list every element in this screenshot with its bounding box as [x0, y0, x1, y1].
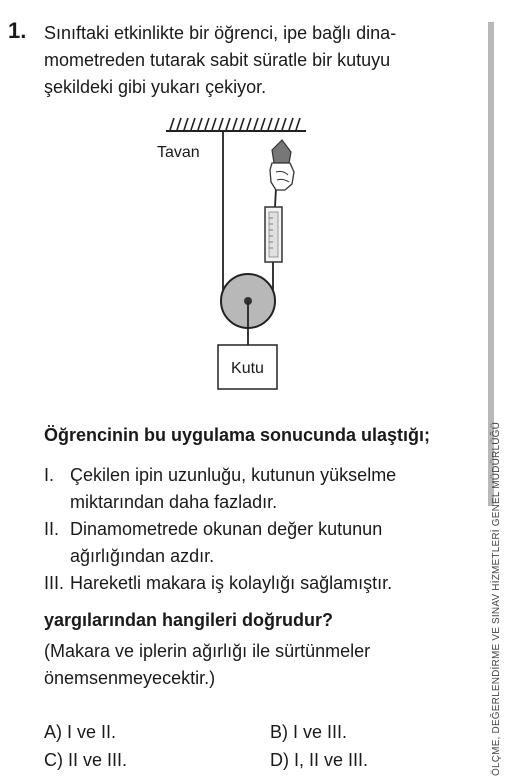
option-c[interactable]: C) II ve III.	[44, 750, 128, 770]
option-b[interactable]: B) I ve III.	[270, 722, 348, 742]
statement-line: ağırlığından azdır.	[70, 546, 215, 566]
option-d[interactable]: D) I, II ve III.	[270, 750, 369, 770]
question-prompt: yargılarından hangileri doğrudur?	[44, 610, 334, 630]
box-label: Kutu	[231, 360, 264, 377]
question-note	[44, 638, 370, 692]
lead-in: Öğrencinin bu uygulama sonucunda ulaştığı;	[44, 425, 431, 445]
statements-list	[44, 462, 480, 597]
question-number: 1.	[8, 18, 27, 43]
note-line: (Makara ve iplerin ağırlığı ile sürtünmeler	[44, 641, 371, 661]
statement-1	[44, 462, 480, 516]
ceiling-hatch	[170, 118, 300, 130]
pulling-rope-upper	[275, 188, 276, 207]
statement-2	[44, 516, 480, 570]
statement-line: miktarından daha fazladır.	[70, 492, 278, 512]
movable-pulley	[221, 274, 275, 345]
option-a[interactable]: A) I ve II.	[44, 722, 117, 742]
statement-line: Dinamometrede okunan değer kutunun	[70, 519, 383, 539]
statement-line: Hareketli makara iş kolaylığı sağlamıştır.	[70, 573, 393, 593]
hand-icon	[270, 140, 294, 190]
note-line: önemsenmeyecektir.)	[44, 668, 216, 688]
sidebar-publisher-text: ÖLÇME, DEĞERLENDİRME VE SINAV HİZMETLERİ GENEL MÜDÜRLÜĞÜ	[491, 421, 502, 776]
statement-number: I.	[44, 465, 55, 485]
stem-line: mometreden tutarak sabit süratle bir kutuyu	[44, 50, 391, 70]
stem-line: şekildeki gibi yukarı çekiyor.	[44, 77, 267, 97]
statement-line: Çekilen ipin uzunluğu, kutunun yükselme	[70, 465, 397, 485]
statement-number: II.	[44, 519, 60, 539]
statement-number: III.	[44, 573, 65, 593]
ceiling-label: Tavan	[157, 144, 200, 161]
stem-line: Sınıftaki etkinlikte bir öğrenci, ipe bağlı dina-	[44, 23, 397, 43]
dynamometer	[265, 207, 282, 262]
statement-3	[44, 570, 480, 597]
